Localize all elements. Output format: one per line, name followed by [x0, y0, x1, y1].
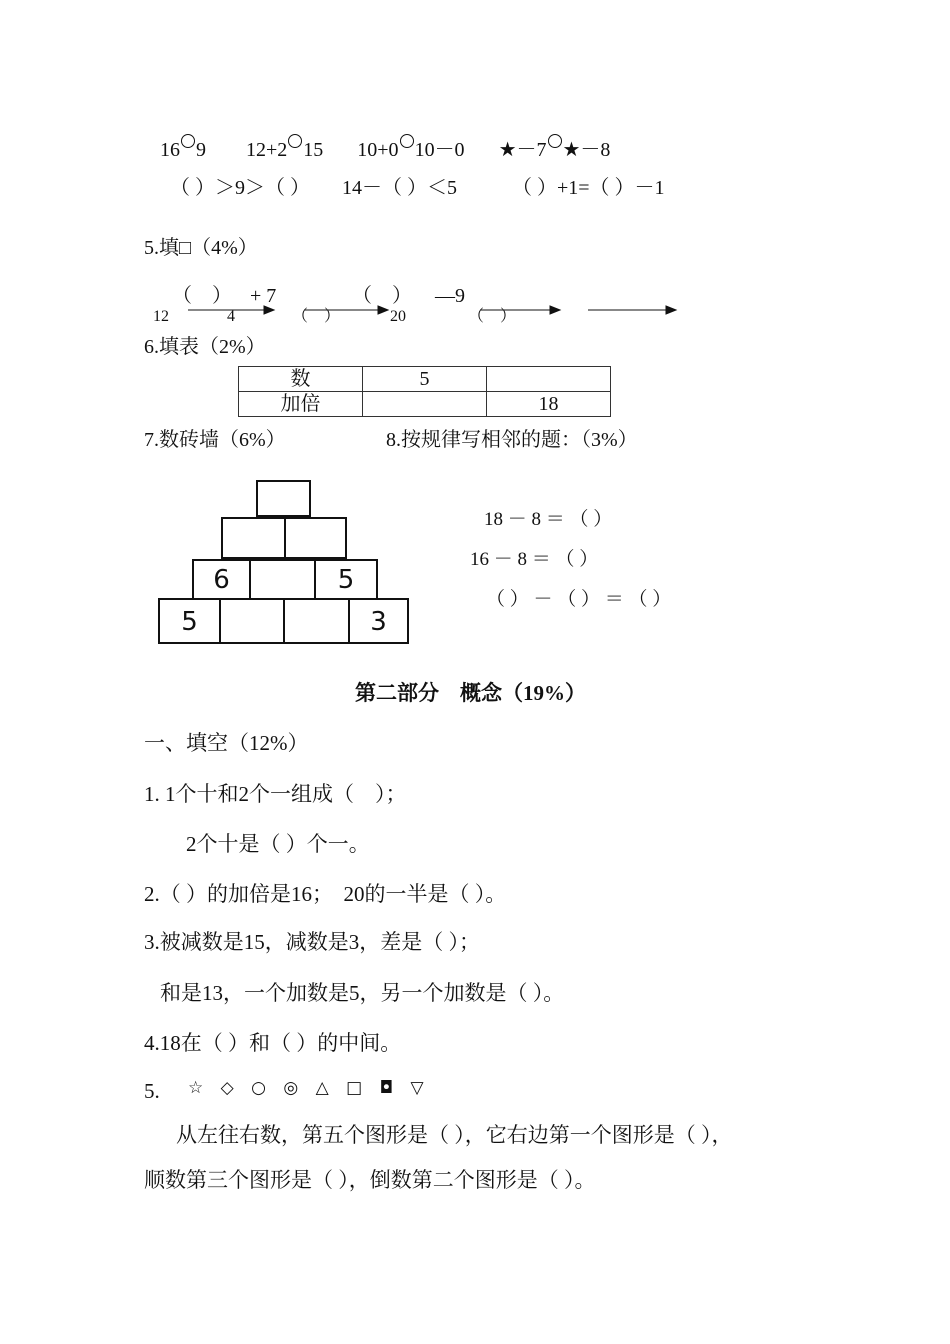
compare-item: ★－8 — [562, 139, 611, 161]
chain-operation: —9 — [435, 285, 465, 307]
compare-item: 10－0 — [414, 139, 465, 161]
brick-blank[interactable] — [219, 598, 285, 644]
blank-item: （ ）＞9＞（ ） — [170, 177, 310, 199]
pattern-line: 16 － 8 ＝ （ ） — [470, 549, 599, 570]
brick: 5 — [158, 598, 221, 644]
brick-blank[interactable] — [221, 517, 286, 559]
question-number: 5. — [144, 1079, 160, 1103]
square-icon: □ — [346, 1078, 363, 1098]
table-cell: 5 — [363, 367, 487, 392]
question-text: 4.18在（ ）和（ ）的中间。 — [144, 1031, 402, 1055]
star-outline-icon: ☆ — [188, 1078, 204, 1098]
question-text: 从左往右数，第五个图形是（ ），它右边第一个图形是（ ）， — [176, 1123, 733, 1147]
compare-item: ★－7 — [498, 139, 547, 161]
chain-blank[interactable]: （ ） — [468, 308, 517, 325]
chain-blank[interactable]: （ ） — [172, 285, 232, 307]
compare-item: 9 — [196, 139, 206, 161]
chain-arrows — [0, 0, 950, 340]
arrow-head-icon — [378, 306, 388, 314]
table-cell: 18 — [487, 392, 611, 417]
brick-blank[interactable] — [249, 559, 316, 600]
compare-item: 12+2 — [246, 139, 288, 161]
chain-operation: + 7 — [250, 285, 277, 307]
brick-blank[interactable] — [256, 480, 311, 517]
question-text: 2个十是（ ）个一。 — [186, 832, 370, 856]
brick: 6 — [192, 559, 251, 600]
compare-item: 15 — [303, 139, 324, 161]
table-cell-blank[interactable] — [487, 367, 611, 392]
triangle-icon: △ — [315, 1078, 329, 1098]
question-text: 和是13，一个加数是5，另一个加数是（ ）。 — [160, 981, 565, 1005]
question-text: 2.（ ）的加倍是16； 20的一半是（ ）。 — [144, 882, 507, 906]
table-row — [239, 392, 611, 417]
blank-item: 14－（ ）＜5 — [342, 177, 457, 199]
brick-blank[interactable] — [284, 517, 347, 559]
q6-title: 6.填表（2%） — [144, 336, 266, 358]
question-text: 1. 1个十和2个一组成（ ）； — [144, 782, 407, 806]
arrow-head-icon — [264, 306, 274, 314]
question-text: 3.被减数是15，减数是3，差是（ ）； — [144, 930, 480, 954]
q7-title: 7.数砖墙（6%） — [144, 429, 286, 451]
q5-title: 5.填□（4%） — [144, 237, 258, 259]
square-circle-icon: ◘ — [379, 1078, 394, 1098]
compare-item: 10+0 — [357, 139, 399, 161]
blank-item: （ ）+1=（ ）－1 — [512, 177, 665, 199]
table-cell: 数 — [239, 367, 363, 392]
brick: 5 — [314, 559, 378, 600]
arrow-head-icon — [550, 306, 560, 314]
bullseye-icon: ◎ — [283, 1078, 299, 1098]
compare-item: 16 — [160, 139, 180, 161]
arrow-head-icon — [666, 306, 676, 314]
circle-icon: ○ — [251, 1078, 266, 1098]
diamond-icon: ◇ — [220, 1078, 234, 1098]
section-heading: 第二部分 概念（19%） — [355, 681, 586, 705]
pattern-line: （ ） － （ ） ＝ （ ） — [486, 589, 672, 610]
chain-number: 4 — [227, 308, 235, 325]
table-cell: 加倍 — [239, 392, 363, 417]
chain-blank[interactable]: （ ） — [352, 285, 412, 307]
question-text: 顺数第三个图形是（ ），倒数第二个图形是（ ）。 — [144, 1168, 596, 1192]
fill-table — [238, 366, 611, 417]
chain-blank[interactable]: （ ） — [292, 308, 341, 325]
down-triangle-icon: ▽ — [410, 1078, 424, 1098]
table-row — [239, 367, 611, 392]
brick-blank[interactable] — [283, 598, 350, 644]
shape-row — [188, 1080, 436, 1097]
q8-title: 8.按规律写相邻的题：（3%） — [386, 429, 638, 451]
chain-number: 12 — [153, 308, 169, 325]
subsection-title: 一、填空（12%） — [144, 731, 309, 755]
table-cell-blank[interactable] — [363, 392, 487, 417]
brick: 3 — [348, 598, 409, 644]
pattern-line: 18 － 8 ＝ （ ） — [484, 509, 613, 530]
chain-number: 20 — [390, 308, 406, 325]
